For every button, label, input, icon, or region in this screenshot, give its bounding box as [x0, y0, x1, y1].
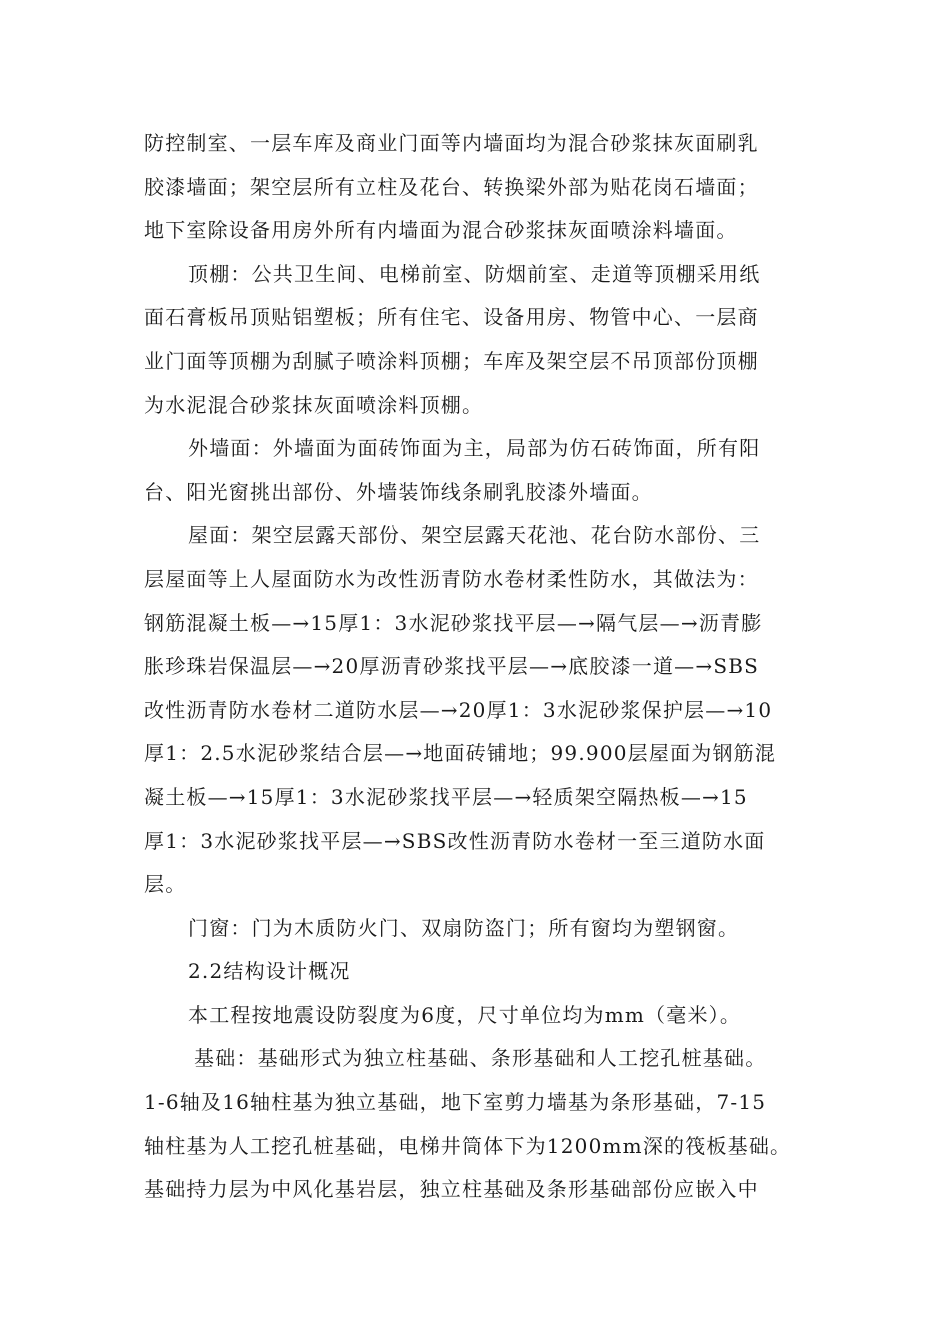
paragraph-foundation: 基础：基础形式为独立柱基础、条形基础和人工挖孔桩基础。	[194, 1046, 767, 1071]
text-line: 为水泥混合砂浆抹灰面喷涂料顶棚。	[144, 392, 484, 417]
paragraph-doors-windows: 门窗：门为木质防火门、双扇防盗门；所有窗均为塑钢窗。	[188, 915, 740, 940]
text-line: 胶漆墙面；架空层所有立柱及花台、转换梁外部为贴花岗石墙面；	[144, 174, 759, 199]
text-line: 轴柱基为人工挖孔桩基础，电梯井筒体下为1200mm深的筏板基础。	[144, 1133, 792, 1158]
text-line: 基础持力层为中风化基岩层，独立柱基础及条形基础部份应嵌入中	[144, 1177, 759, 1202]
paragraph-ceiling: 顶棚：公共卫生间、电梯前室、防烟前室、走道等顶棚采用纸	[188, 261, 761, 286]
text-line: 业门面等顶棚为刮腻子喷涂料顶棚；车库及架空层不吊顶部份顶棚	[144, 348, 759, 373]
text-line: 胀珍珠岩保温层—→20厚沥青砂浆找平层—→底胶漆一道—→SBS	[144, 654, 760, 679]
text-line: 面石膏板吊顶贴铝塑板；所有住宅、设备用房、物管中心、一层商	[144, 305, 759, 330]
text-line: 台、阳光窗挑出部份、外墙装饰线条刷乳胶漆外墙面。	[144, 479, 653, 504]
paragraph-exterior-wall: 外墙面：外墙面为面砖饰面为主，局部为仿石砖饰面，所有阳	[188, 436, 761, 461]
text-line: 层。	[144, 872, 187, 897]
paragraph-roof: 屋面：架空层露天部份、架空层露天花池、花台防水部份、三	[188, 523, 761, 548]
text-line: 凝土板—→15厚1：3水泥砂浆找平层—→轻质架空隔热板—→15	[144, 784, 748, 809]
text-line: 防控制室、一层车库及商业门面等内墙面均为混合砂浆抹灰面刷乳	[144, 131, 759, 155]
body-text	[144, 122, 816, 1212]
text-line: 厚1：3水泥砂浆找平层—→SBS改性沥青防水卷材一至三道防水面	[144, 828, 766, 853]
paragraph-seismic: 本工程按地震设防裂度为6度，尺寸单位均为mm（毫米）。	[188, 1002, 742, 1027]
text-line: 层屋面等上人屋面防水为改性沥青防水卷材柔性防水，其做法为：	[144, 566, 759, 591]
text-line: 1-6轴及16轴柱基为独立基础，地下室剪力墙基为条形基础，7-15	[144, 1090, 767, 1115]
text-line: 改性沥青防水卷材二道防水层—→20厚1：3水泥砂浆保护层—→10	[144, 697, 773, 722]
text-line: 钢筋混凝土板—→15厚1：3水泥砂浆找平层—→隔气层—→沥青膨	[144, 610, 763, 635]
text-line: 厚1：2.5水泥砂浆结合层—→地面砖铺地；99.900层屋面为钢筋混	[144, 741, 777, 766]
section-heading: 2.2结构设计概况	[188, 959, 351, 984]
text-line: 地下室除设备用房外所有内墙面为混合砂浆抹灰面喷涂料墙面。	[144, 218, 738, 243]
